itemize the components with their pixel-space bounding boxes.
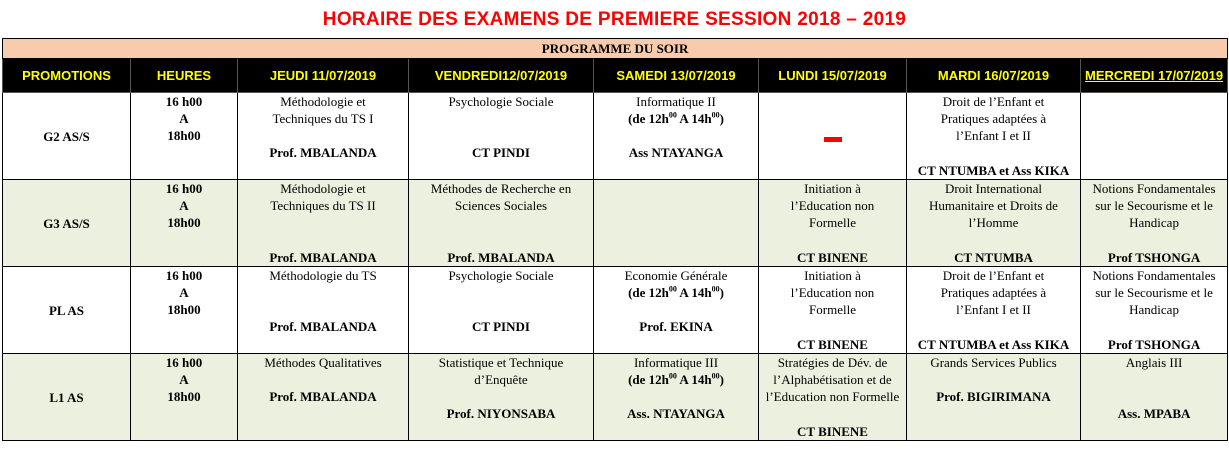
course-name: Méthodes Qualitatives [264, 355, 382, 370]
table-row [3, 267, 1228, 354]
exam-cell [594, 93, 759, 180]
prof-name: Prof TSHONGA [1107, 250, 1201, 265]
exam-cell [238, 180, 409, 267]
exam-cell [594, 267, 759, 354]
prof-name: Ass. MPABA [1117, 406, 1191, 421]
course-name: Grands Services Publics [930, 355, 1057, 370]
course-name: Psychologie Sociale [448, 268, 554, 283]
exam-cell [759, 354, 907, 441]
prof-name: CT NTUMBA et Ass KIKA [917, 163, 1070, 178]
header-jeudi: JEUDI 11/07/2019 [238, 59, 409, 93]
prof-name: Prof. EKINA [639, 319, 713, 334]
course-name: Initiation à l’Education non Formelle [790, 181, 875, 230]
exam-cell [1081, 267, 1228, 354]
course-name: Méthodologie et Techniques du TS I [272, 94, 374, 126]
prof-name: CT PINDI [472, 145, 530, 160]
course-name: Informatique III [633, 355, 719, 370]
exam-cell [238, 354, 409, 441]
prof-name: CT NTUMBA [954, 250, 1033, 265]
header-heures: HEURES [131, 59, 238, 93]
prof-name: Prof. NIYONSABA [446, 406, 556, 421]
promotion-cell: G2 AS/S [3, 93, 131, 180]
course-name: Droit International Humanitaire et Droits de l’Homme [929, 181, 1058, 230]
course-name: Informatique II [636, 94, 716, 109]
exam-cell [907, 180, 1081, 267]
programme-label: PROGRAMME DU SOIR [3, 39, 1228, 59]
hours-cell: 16 h00 A 18h00 [131, 93, 238, 180]
prof-name: Ass NTAYANGA [628, 145, 724, 160]
prof-name: CT BINENE [797, 424, 868, 439]
course-name: Droit de l’Enfant et Pratiques adaptées à l’Enfant I et II [940, 268, 1047, 317]
dash-mark [824, 137, 842, 142]
course-name: Méthodes de Recherche en Sciences Sociales [430, 181, 572, 213]
prof-name: Prof. MBALANDA [269, 250, 377, 265]
exam-cell [1081, 180, 1228, 267]
prof-name: CT PINDI [472, 319, 530, 334]
exam-cell [759, 267, 907, 354]
course-name: Méthodologie et Techniques du TS II [270, 181, 376, 213]
page-title: HORAIRE DES EXAMENS DE PREMIERE SESSION 2018 – 2019 [322, 9, 907, 30]
exam-cell [907, 93, 1081, 180]
exam-cell [907, 354, 1081, 441]
exam-time: (de $12h^{00}$ A $14h^{00}$) [628, 371, 724, 387]
header-mardi: MARDI 16/07/2019 [907, 59, 1081, 93]
header-mercredi: MERCREDI 17/07/2019 [1081, 59, 1228, 93]
table-row [3, 354, 1228, 441]
course-name: Initiation à l’Education non Formelle [790, 268, 875, 317]
promotion-cell: G3 AS/S [3, 180, 131, 267]
prof-name: Prof TSHONGA [1107, 337, 1201, 352]
exam-cell-empty [594, 180, 759, 267]
course-name: Economie Générale [624, 268, 728, 283]
prof-name: Prof. MBALANDA [447, 250, 555, 265]
course-name: Stratégies de Dév. de l’Alphabétisation et de l’Education non Formelle [765, 355, 900, 404]
course-name: Notions Fondamentales sur le Secourisme et le Handicap [1092, 268, 1216, 317]
course-name: Statistique et Technique d’Enquête [438, 355, 564, 387]
exam-cell-empty [1081, 93, 1228, 180]
exam-cell [409, 93, 594, 180]
exam-cell [1081, 354, 1228, 441]
prof-name: Prof. BIGIRIMANA [936, 389, 1051, 404]
prof-name: CT NTUMBA et Ass KIKA [917, 337, 1070, 352]
exam-cell [409, 354, 594, 441]
course-name: Psychologie Sociale [448, 94, 554, 109]
header-promotions: PROMOTIONS [3, 59, 131, 93]
hours-cell: 16 h00 A 18h00 [131, 180, 238, 267]
exam-time: (de $12h^{00}$ A $14h^{00}$) [628, 110, 724, 126]
course-name: Méthodologie du TS [269, 268, 377, 283]
exam-cell [238, 267, 409, 354]
prof-name: Prof. MBALANDA [269, 389, 377, 404]
prof-name: Prof. MBALANDA [269, 145, 377, 160]
promotion-cell: L1 AS [3, 354, 131, 441]
exam-cell [907, 267, 1081, 354]
header-row [3, 59, 1228, 93]
course-name: Notions Fondamentales sur le Secourisme et le Handicap [1092, 181, 1216, 230]
exam-schedule-table [2, 38, 1228, 441]
exam-cell [409, 267, 594, 354]
prof-name: CT BINENE [797, 337, 868, 352]
header-samedi: SAMEDI 13/07/2019 [594, 59, 759, 93]
exam-time: (de $12h^{00}$ A $14h^{00}$) [628, 284, 724, 300]
exam-cell [759, 180, 907, 267]
prof-name: Ass. NTAYANGA [627, 406, 725, 421]
exam-cell [409, 180, 594, 267]
prof-name: CT BINENE [797, 250, 868, 265]
table-row [3, 180, 1228, 267]
prof-name: Prof. MBALANDA [269, 319, 377, 334]
promotion-cell: PL AS [3, 267, 131, 354]
exam-cell-empty [759, 93, 907, 180]
hours-cell: 16 h00 A 18h00 [131, 267, 238, 354]
course-name: Droit de l’Enfant et Pratiques adaptées à l’Enfant I et II [940, 94, 1047, 143]
header-vendredi: VENDREDI12/07/2019 [409, 59, 594, 93]
header-lundi: LUNDI 15/07/2019 [759, 59, 907, 93]
hours-cell: 16 h00 A 18h00 [131, 354, 238, 441]
exam-cell [238, 93, 409, 180]
exam-cell [594, 354, 759, 441]
course-name: Anglais III [1125, 355, 1183, 370]
table-row [3, 93, 1228, 180]
